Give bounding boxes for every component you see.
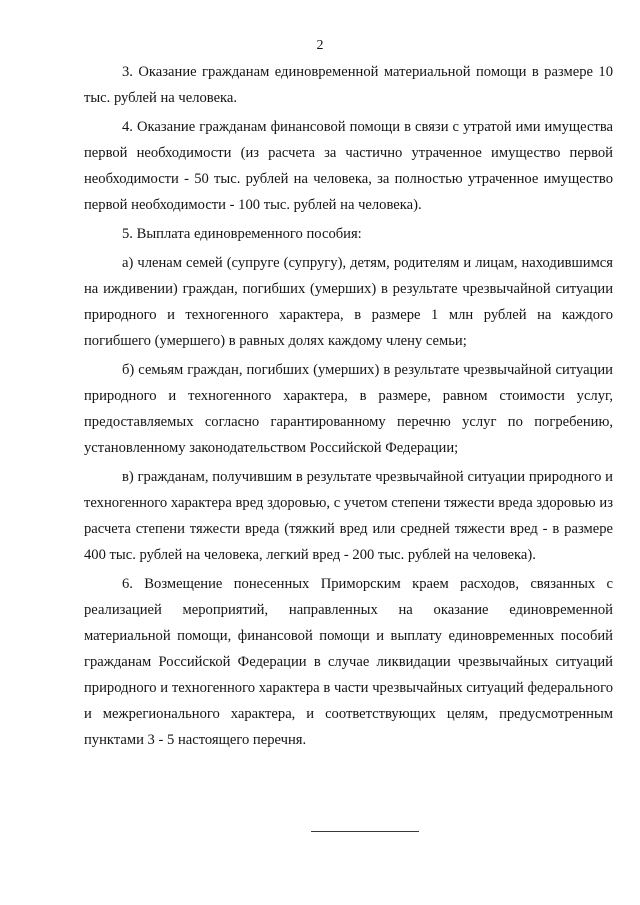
paragraph-subitem-5b: б) семьям граждан, погибших (умерших) в результате чрезвычайной ситуации природного и техногенного характера, в размере, равном стоимости услуг, предоставляемых согласно гарантированному перечню услуг по погребению, установленному законодательством Российской Федерации; — [84, 362, 613, 456]
paragraph-subitem-5a: а) членам семей (супруге (супругу), детям, родителям и лицам, находившимся на иждивении) граждан, погибших (умерших) в результате чрезвычайной ситуации природного и техногенного характера, в размере 1 млн рублей на каждого погибшего (умершего) в равных долях каждому члену семьи; — [84, 255, 613, 349]
paragraph-item-5: 5. Выплата единовременного пособия: — [122, 226, 362, 242]
page-number: 2 — [316, 38, 324, 53]
paragraph-item-3: 3. Оказание гражданам единовременной материальной помощи в размере 10 тыс. рублей на человека. — [84, 64, 613, 106]
paragraph-subitem-5v: в) гражданам, получившим в результате чрезвычайной ситуации природного и техногенного характера вред здоровью, с учетом степени тяжести вреда здоровью из расчета степени тяжести вреда (тяжкий вред или средней тяжести вред - в размере 400 тыс. рублей на человека, легкий вред - 200 тыс. рублей на человека). — [84, 469, 613, 563]
paragraph-item-6: 6. Возмещение понесенных Приморским краем расходов, связанных с реализацией мероприятий, направленных на оказание единовременной материальной помощи, финансовой помощи и выплату единовременных пособий гражданам Российской Федерации в случае ликвидации чрезвычайных ситуаций природного и техногенного характера в части чрезвычайных ситуаций федерального и межрегионального характера, и соответствующих целям, предусмотренным пунктами 3 - 5 настоящего перечня. — [84, 576, 613, 748]
paragraph-item-4: 4. Оказание гражданам финансовой помощи в связи с утратой ими имущества первой необходимости (из расчета за частично утраченное имущество первой необходимости - 50 тыс. рублей на человека, за полностью утраченное имущество первой необходимости - 100 тыс. рублей на человека). — [84, 119, 613, 213]
document-body — [84, 59, 613, 753]
end-divider — [311, 831, 419, 832]
